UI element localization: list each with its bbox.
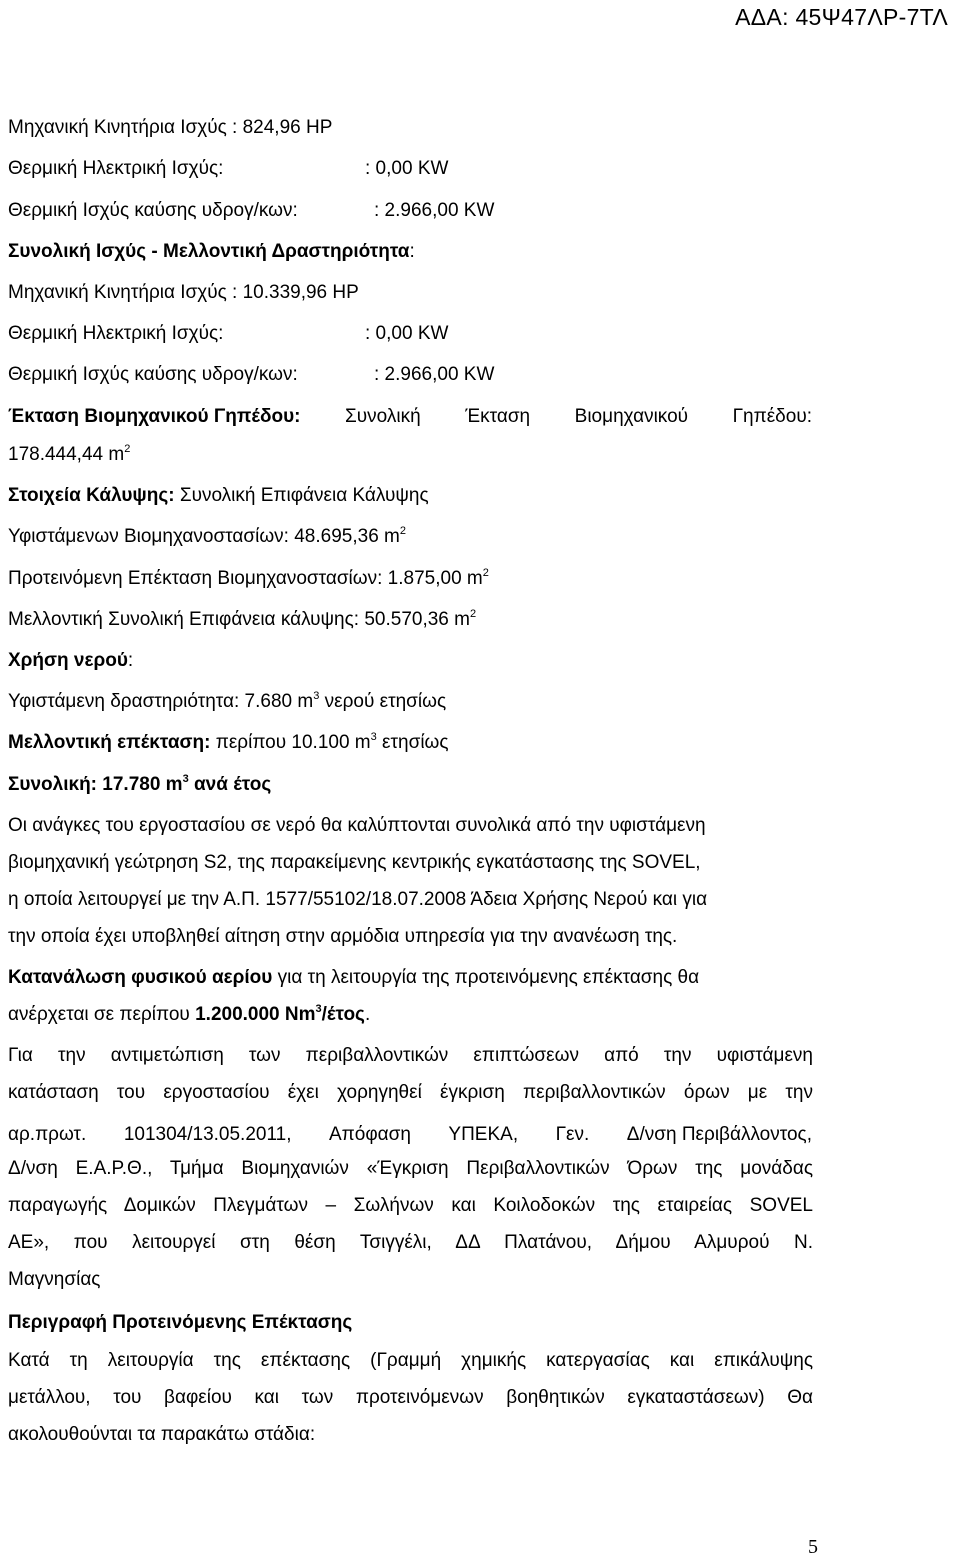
water-para-line-1: Οι ανάγκες του εργοστασίου σε νερό θα καλύπτονται συνολικά από την υφιστάμενη	[8, 815, 706, 836]
water-total: Συνολική: 17.780 $m^3$ ανά έτος	[8, 773, 272, 795]
gas-line-1: Κατανάλωση φυσικού αερίου για τη λειτουργία της προτεινόμενης επέκτασης θα	[8, 967, 700, 988]
water-future: Μελλοντική επέκταση: περίπου 10.100 $m^3$ ετησίως	[8, 731, 449, 753]
site-area-value: 178.444,44 $m^2$	[8, 443, 131, 465]
mech-power-line: Μηχανική Κινητήρια Ισχύς : 824,96 HP	[8, 117, 333, 138]
future-thermo-electric-label: Θερμική Ηλεκτρική Ισχύς:	[8, 323, 224, 344]
section-line-1: Κατά τη λειτουργία της επέκτασης (Γραμμή χημικής κατεργασίας και επικάλυψης	[8, 1350, 813, 1371]
ada-code: ΑΔΑ: 45Ψ47ΛΡ-7ΤΛ	[735, 4, 948, 30]
future-thermo-hc-value: : 2.966,00 KW	[374, 364, 495, 385]
thermo-hc-label: Θερμική Ισχύς καύσης υδρογ/κων:	[8, 200, 298, 221]
env-para-line-2: κατάσταση του εργοστασίου έχει χορηγηθεί έγκριση περιβαλλοντικών όρων με την	[8, 1082, 813, 1103]
env-para-line-1: Για την αντιμετώπιση των περιβαλλοντικών επιπτώσεων από την υφιστάμενη	[8, 1045, 813, 1066]
future-mech-power-line: Μηχανική Κινητήρια Ισχύς : 10.339,96 HP	[8, 282, 359, 303]
water-para-line-2: βιομηχανική γεώτρηση S2, της παρακείμενης κεντρικής εγκατάστασης της SOVEL,	[8, 852, 701, 873]
env-para-line-6: ΑΕ», που λειτουργεί στη θέση Τσιγγέλι, ΔΔ Πλατάνου, Δήμου Αλμυρού Ν.	[8, 1232, 813, 1253]
section-line-2: μετάλλου, του βαφείου και των προτεινόμενων βοηθητικών εγκαταστάσεων) Θα	[8, 1387, 813, 1408]
coverage-existing: Υφιστάμενων Βιομηχανοστασίων: 48.695,36 $m^2$	[8, 525, 406, 547]
section-heading: Περιγραφή Προτεινόμενης Επέκτασης	[8, 1312, 353, 1333]
water-para-line-4: την οποία έχει υποβληθεί αίτηση στην αρμόδια υπηρεσία για την ανανέωση της.	[8, 926, 678, 947]
water-para-line-3: η οποία λειτουργεί με την Α.Π. 1577/55102/18.07.2008 Άδεια Χρήσης Νερού και για	[8, 889, 708, 910]
thermo-electric-label: Θερμική Ηλεκτρική Ισχύς:	[8, 158, 224, 179]
future-power-heading: Συνολική Ισχύς - Μελλοντική Δραστηριότητα:	[8, 241, 415, 262]
site-area-line: Έκταση Βιομηχανικού Γηπέδου: Συνολική Έκταση Βιομηχανικού Γηπέδου:	[8, 406, 812, 427]
thermo-electric-value: : 0,00 KW	[365, 158, 449, 179]
site-area-label: Έκταση Βιομηχανικού Γηπέδου:	[8, 406, 301, 427]
future-thermo-electric-value: : 0,00 KW	[365, 323, 449, 344]
coverage-proposed: Προτεινόμενη Επέκταση Βιομηχανοστασίων: 1.875,00 $m^2$	[8, 567, 489, 589]
section-line-3: ακολουθούνται τα παρακάτω στάδια:	[8, 1424, 316, 1445]
water-heading: Χρήση νερού:	[8, 650, 134, 671]
coverage-heading: Στοιχεία Κάλυψης: Συνολική Επιφάνεια Κάλυψης	[8, 485, 429, 506]
future-thermo-hc-label: Θερμική Ισχύς καύσης υδρογ/κων:	[8, 364, 298, 385]
water-existing: Υφιστάμενη δραστηριότητα: 7.680 $m^3$ νερού ετησίως	[8, 690, 447, 712]
env-para-line-5: παραγωγής Δομικών Πλεγμάτων – Σωλήνων και Κοιλοδοκών της εταιρείας SOVEL	[8, 1195, 813, 1216]
coverage-future: Μελλοντική Συνολική Επιφάνεια κάλυψης: 50.570,36 $m^2$	[8, 608, 477, 630]
env-para-line-4: Δ/νση Ε.Α.Ρ.Θ., Τμήμα Βιομηχανιών «Έγκριση Περιβαλλοντικών Όρων της μονάδας	[8, 1158, 813, 1179]
env-para-line-3: αρ.πρωτ. 101304/13.05.2011, Απόφαση ΥΠΕΚΑ, Γεν. Δ/νση Περιβάλλοντος,	[8, 1124, 812, 1145]
env-para-line-7: Μαγνησίας	[8, 1269, 101, 1290]
thermo-hc-value: : 2.966,00 KW	[374, 200, 495, 221]
gas-line-2: ανέρχεται σε περίπου 1.200.000 Nm$^3$/έτος.	[8, 1003, 371, 1025]
page-number: 5	[808, 1536, 818, 1558]
